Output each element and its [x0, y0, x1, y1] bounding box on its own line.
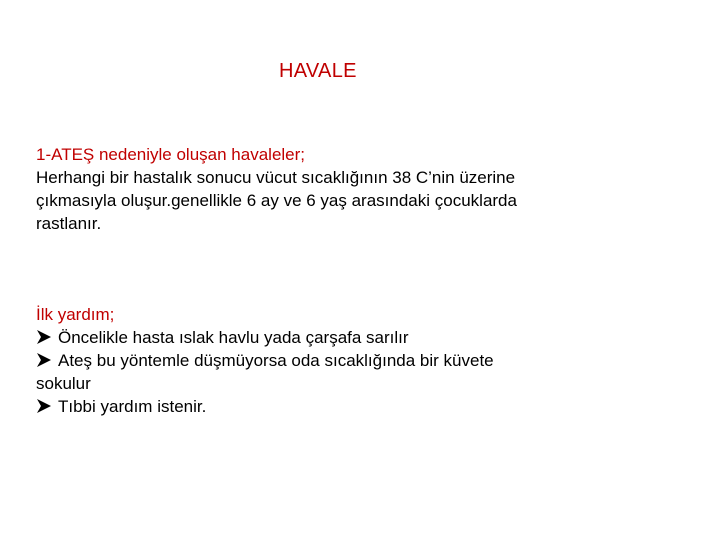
section-heading: İlk yardım;	[36, 305, 115, 324]
section-heading: 1-ATEŞ nedeniyle oluşan havaleler;	[36, 145, 306, 164]
arrow-bullet-icon	[36, 395, 58, 418]
page-title: HAVALE	[279, 60, 357, 82]
arrow-bullet-icon	[36, 326, 58, 349]
list-item	[36, 395, 696, 418]
section-fever-seizures	[36, 143, 696, 235]
list-item	[36, 349, 696, 372]
body-line: Herhangi bir hastalık sonucu vücut sıcaklığının 38 C’nin üzerine	[36, 168, 516, 187]
list-item	[36, 326, 696, 349]
list-item-text: Tıbbi yardım istenir.	[58, 397, 207, 416]
body-line: çıkmasıyla oluşur.genellikle 6 ay ve 6 yaş arasındaki çocuklarda	[36, 191, 517, 210]
list-item-text: Öncelikle hasta ıslak havlu yada çarşafa sarılır	[58, 328, 409, 347]
list-item-text: Ateş bu yöntemle düşmüyorsa oda sıcaklığında bir küvete	[58, 351, 494, 370]
body-line: rastlanır.	[36, 214, 102, 233]
section-first-aid	[36, 303, 696, 418]
arrow-bullet-icon	[36, 349, 58, 372]
list-item-continuation: sokulur	[36, 374, 91, 393]
